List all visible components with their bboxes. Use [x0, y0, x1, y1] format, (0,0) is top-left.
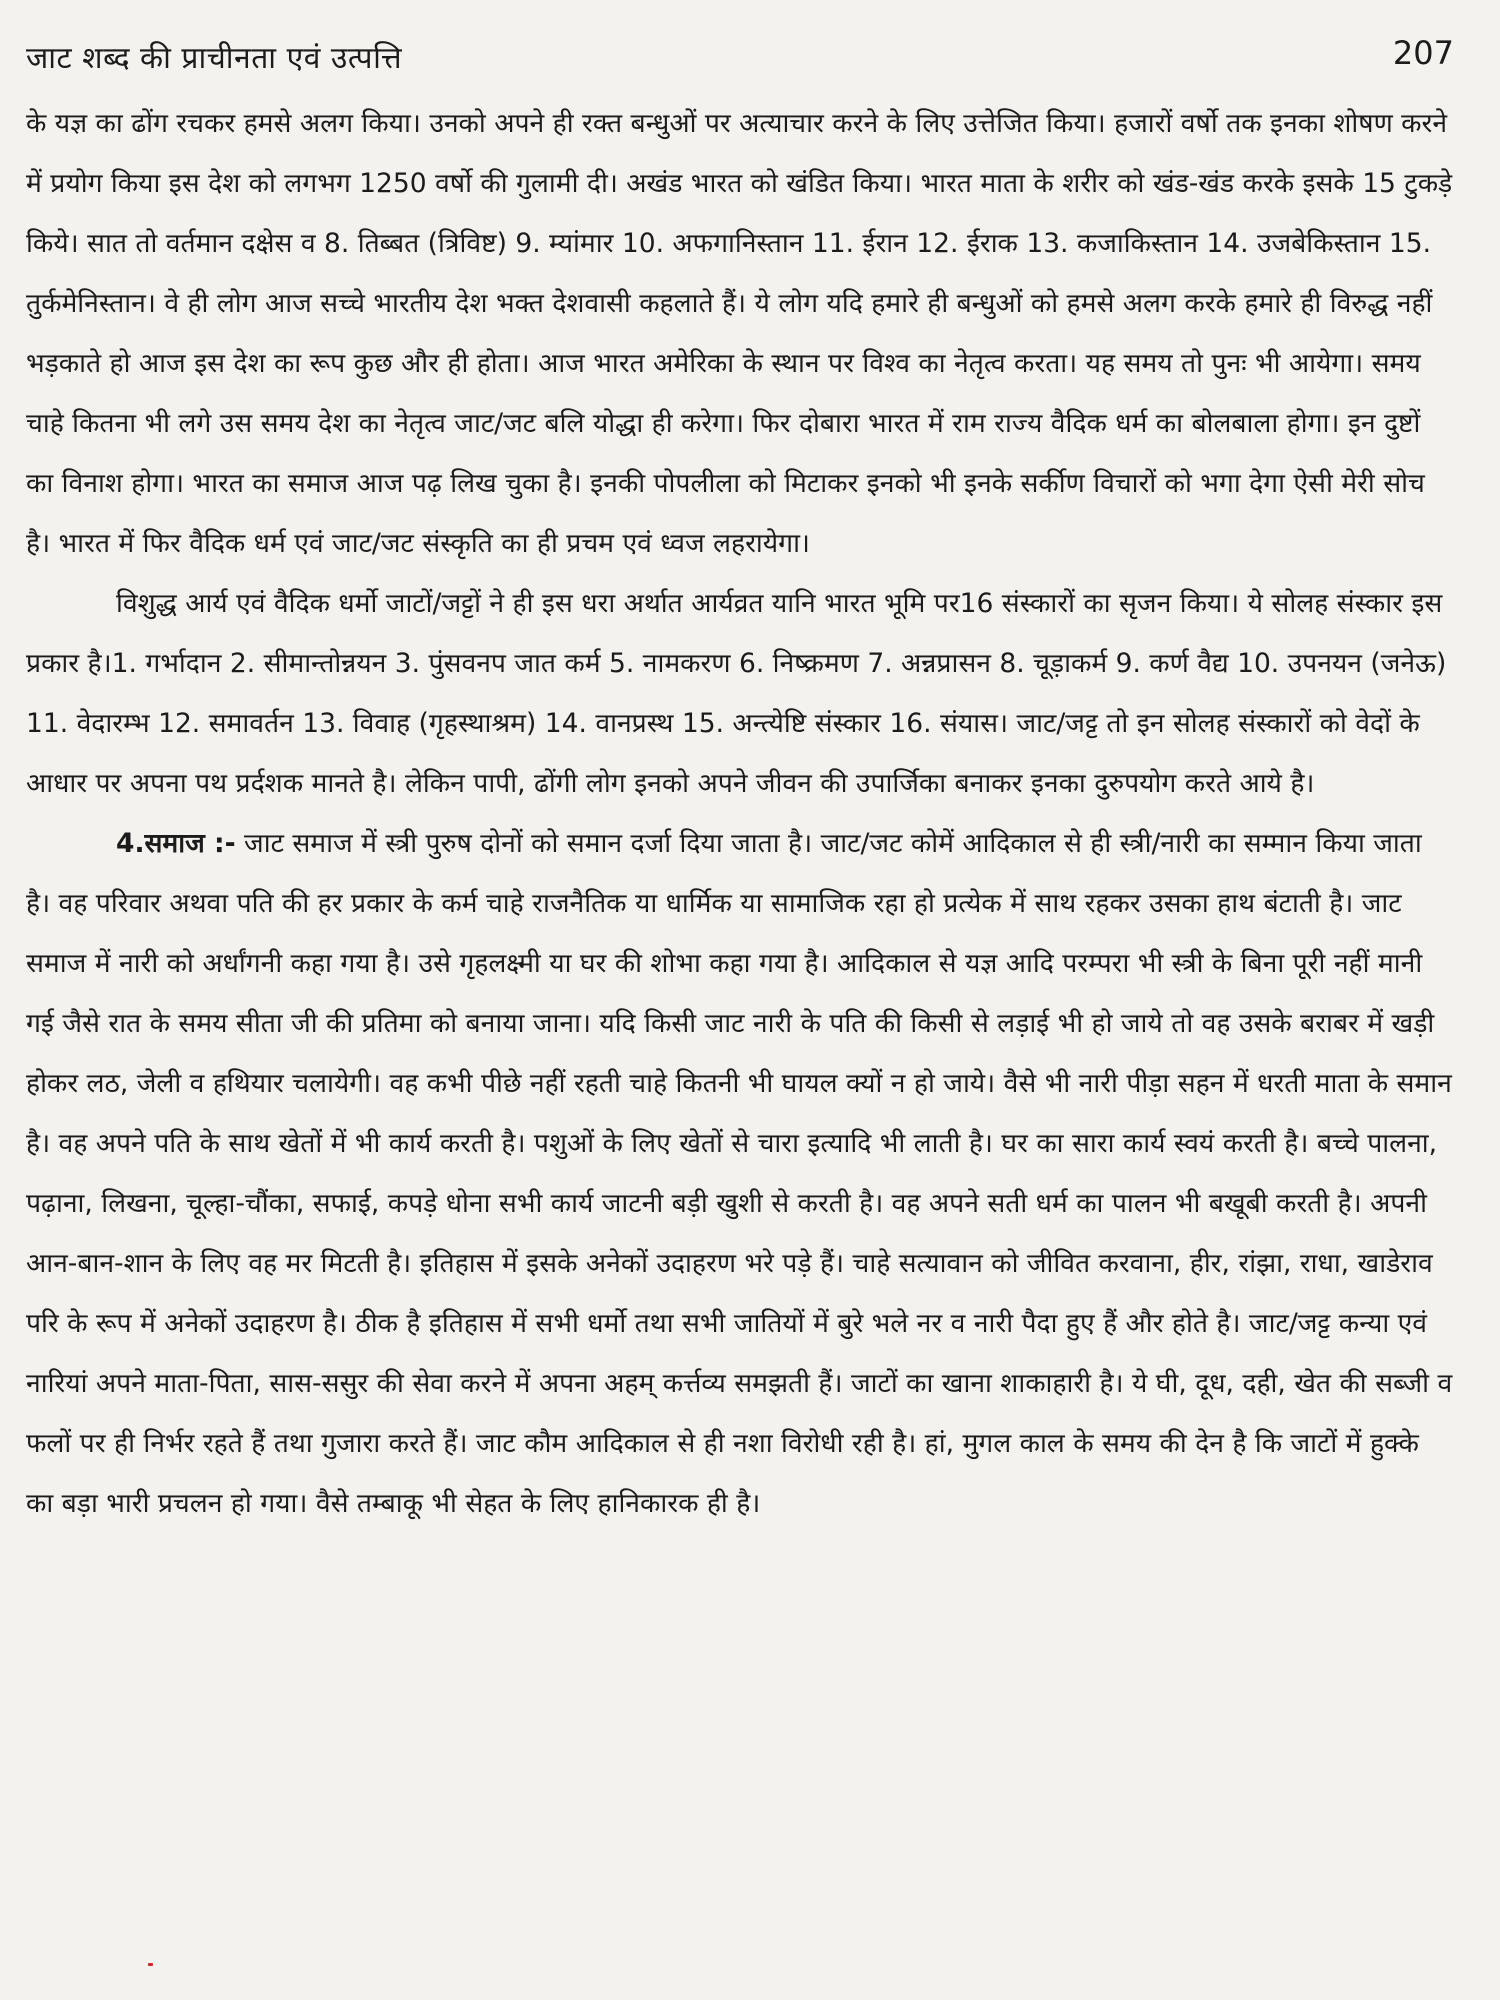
section-heading-samaj: 4.समाज :-: [116, 828, 236, 859]
body-text: [26, 94, 1454, 1534]
paragraph-continued: के यज्ञ का ढोंग रचकर हमसे अलग किया। उनको अपने ही रक्त बन्धुओं पर अत्याचार करने के लिए उत्तेजित किया। हजारों वर्षो तक इनका शोषण करने में प्रयोग किया इस देश को लगभग 1250 वर्षो की गुलामी दी। अखंड भारत को खंडित किया। भारत माता के शरीर को खंड-खंड करके इसके 15 टुकड़े किये। सात तो वर्तमान दक्षेस व 8. तिब्बत (त्रिविष्ट) 9. म्यांमार 10. अफगानिस्तान 11. ईरान 12. ईराक 13. कजाकिस्तान 14. उजबेकिस्तान 15. तुर्कमेनिस्तान। वे ही लोग आज सच्चे भारतीय देश भक्त देशवासी कहलाते हैं। ये लोग यदि हमारे ही बन्धुओं को हमसे अलग करके हमारे ही विरुद्ध नहीं भड़काते हो आज इस देश का रूप कुछ और ही होता। आज भारत अमेरिका के स्थान पर विश्व का नेतृत्व करता। यह समय तो पुनः भी आयेगा। समय चाहे कितना भी लगे उस समय देश का नेतृत्व जाट/जट बलि योद्धा ही करेगा। फिर दोबारा भारत में राम राज्य वैदिक धर्म का बोलबाला होगा। इन दुष्टों का विनाश होगा। भारत का समाज आज पढ़ लिख चुका है। इनकी पोपलीला को मिटाकर इनको भी इनके सर्कीण विचारों को भगा देगा ऐसी मेरी सोच है। भारत में फिर वैदिक धर्म एवं जाट/जट संस्कृति का ही प्रचम एवं ध्वज लहरायेगा।: [26, 108, 1453, 559]
page-header: [26, 30, 1454, 88]
stray-red-mark: [148, 1963, 153, 1966]
paragraph-samaj-text: जाट समाज में स्त्री पुरुष दोनों को समान दर्जा दिया जाता है। जाट/जट कोमें आदिकाल से ही स्त्री/नारी का सम्मान किया जाता है। वह परिवार अथवा पति की हर प्रकार के कर्म चाहे राजनैतिक या धार्मिक या सामाजिक रहा हो प्रत्येक में साथ रहकर उसका हाथ बंटाती है। जाट समाज में नारी को अर्धांगनी कहा गया है। उसे गृहलक्ष्मी या घर की शोभा कहा गया है। आदिकाल से यज्ञ आदि परम्परा भी स्त्री के बिना पूरी नहीं मानी गई जैसे रात के समय सीता जी की प्रतिमा को बनाया जाना। यदि किसी जाट नारी के पति की किसी से लड़ाई भी हो जाये तो वह उसके बराबर में खड़ी होकर लठ, जेली व हथियार चलायेगी। वह कभी पीछे नहीं रहती चाहे कितनी भी घायल क्यों न हो जाये। वैसे भी नारी पीड़ा सहन में धरती माता के समान है। वह अपने पति के साथ खेतों में भी कार्य करती है। पशुओं के लिए खेतों से चारा इत्यादि भी लाती है। घर का सारा कार्य स्वयं करती है। बच्चे पालना, पढ़ाना, लिखना, चूल्हा-चौंका, सफाई, कपड़े धोना सभी कार्य जाटनी बड़ी खुशी से करती है। वह अपने सती धर्म का पालन भी बखूबी करती है। अपनी आन-बान-शान के लिए वह मर मिटती है। इतिहास में इसके अनेकों उदाहरण भरे पड़े हैं। चाहे सत्यावान को जीवित करवाना, हीर, रांझा, राधा, खाडेराव परि के रूप में अनेकों उदाहरण है। ठीक है इतिहास में सभी धर्मो तथा सभी जातियों में बुरे भले नर व नारी पैदा हुए हैं और होते है। जाट/जट्ट कन्या एवं नारियां अपने माता-पिता, सास-ससुर की सेवा करने में अपना अहम् कर्त्तव्य समझती हैं। जाटों का खाना शाकाहारी है। ये घी, दूध, दही, खेत की सब्जी व फलों पर ही निर्भर रहते हैं तथा गुजारा करते हैं। जाट कौम आदिकाल से ही नशा विरोधी रही है। हां, मुगल काल के समय की देन है कि जाटों में हुक्के का बड़ा भारी प्रचलन हो गया। वैसे तम्बाकू भी सेहत के लिए हानिकारक ही है।: [26, 828, 1453, 1519]
running-title: जाट शब्द की प्राचीनता एवं उत्पत्ति: [26, 41, 403, 76]
paragraph-samaj: [26, 814, 1454, 1534]
page-number: 207: [1392, 34, 1454, 72]
paragraph-sixteen-sanskars: विशुद्ध आर्य एवं वैदिक धर्मो जाटों/जट्टों ने ही इस धरा अर्थात आर्यव्रत यानि भारत भूमि पर16 संस्कारों का सृजन किया। ये सोलह संस्कार इस प्रकार है।1. गर्भादान 2. सीमान्तोन्नयन 3. पुंसवनप जात कर्म 5. नामकरण 6. निष्क्रमण 7. अन्नप्रासन 8. चूड़ाकर्म 9. कर्ण वैद्य 10. उपनयन (जनेऊ) 11. वेदारम्भ 12. समावर्तन 13. विवाह (गृहस्थाश्रम) 14. वानप्रस्थ 15. अन्त्येष्टि संस्कार 16. संयास। जाट/जट्ट तो इन सोलह संस्कारों को वेदों के आधार पर अपना पथ प्रर्दशक मानते है। लेकिन पापी, ढोंगी लोग इनको अपने जीवन की उपार्जिका बनाकर इनका दुरुपयोग करते आये है।: [26, 588, 1447, 799]
